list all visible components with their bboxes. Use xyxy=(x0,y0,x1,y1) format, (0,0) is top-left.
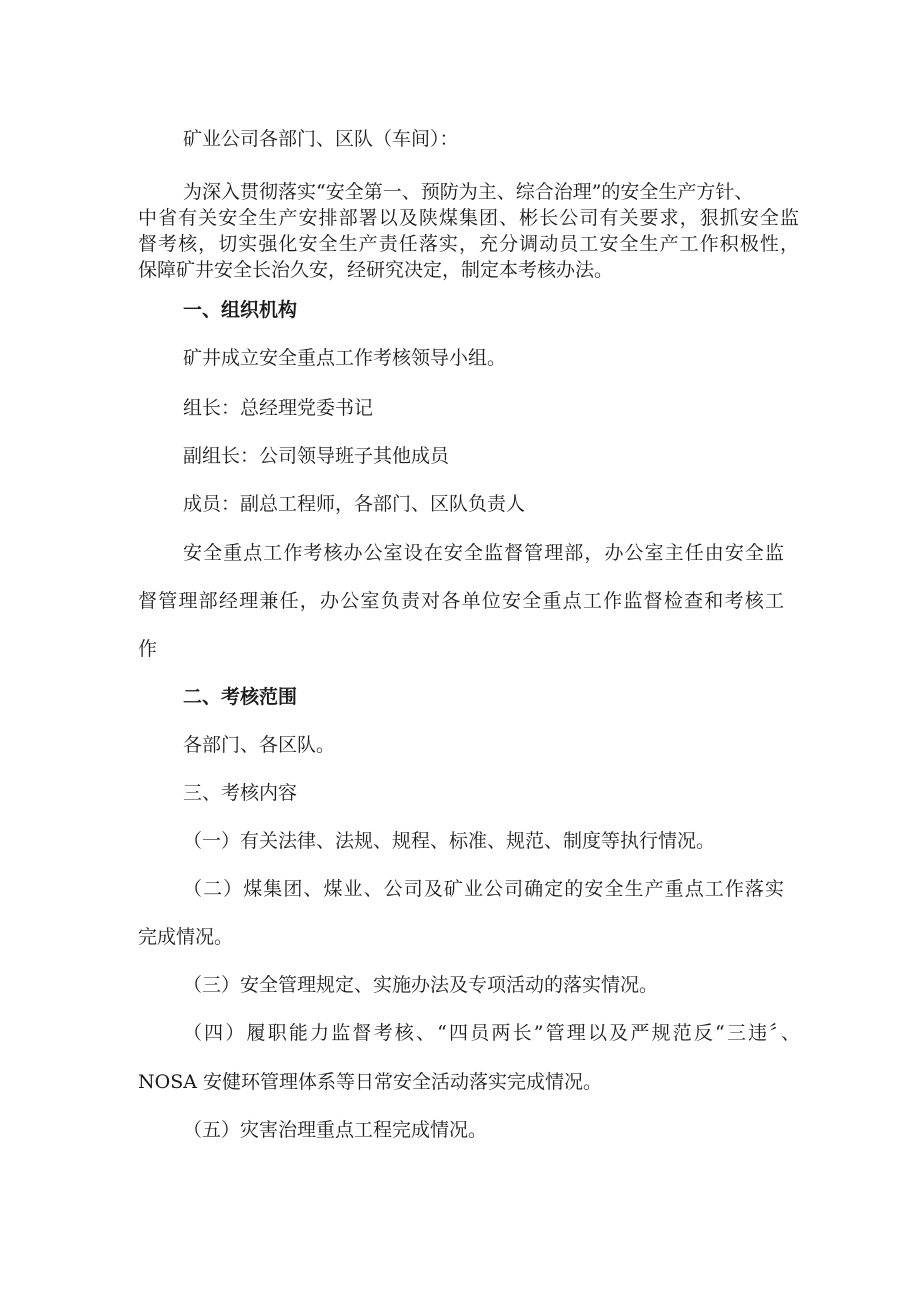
office-line-1: 安全重点工作考核办公室设在安全监督管理部，办公室主任由安全监 xyxy=(183,542,784,564)
intro-line-4: 保障矿井安全长治久安，经研究决定，制定本考核办法。 xyxy=(138,259,614,281)
section1-line-2: 组长：总经理党委书记 xyxy=(183,397,374,419)
section3-heading: 三、考核内容 xyxy=(183,782,298,804)
section3-item-5: （五）灾害治理重点工程完成情况。 xyxy=(183,1119,488,1141)
intro-line-2: 中省有关安全生产安排部署以及陕煤集团、彬长公司有关要求，狠抓安全监 xyxy=(138,207,799,229)
intro-line-3: 督考核，切实强化安全生产责任落实，充分调动员工安全生产工作积极性， xyxy=(138,233,799,255)
section1-line-4: 成员：副总工程师，各部门、区队负责人 xyxy=(183,493,526,515)
section1-heading: 一、组织机构 xyxy=(183,299,298,321)
section2-heading: 二、考核范围 xyxy=(183,686,298,708)
section3-item-1: （一）有关法律、法规、规程、标准、规范、制度等执行情况。 xyxy=(183,830,716,852)
section3-item-4-line-1: （四）履职能力监督考核、“四员两长”管理以及严规范反“三违〞、 xyxy=(183,1022,800,1044)
office-line-2: 督管理部经理兼任，办公室负责对各单位安全重点工作监督检查和考核工 xyxy=(138,590,784,612)
greeting-line: 矿业公司各部门、区队（车间）： xyxy=(183,128,459,150)
section3-item-2-line-2: 完成情况。 xyxy=(138,926,234,948)
section1-line-1: 矿井成立安全重点工作考核领导小组。 xyxy=(183,347,507,369)
section2-line-1: 各部门、各区队。 xyxy=(183,734,336,756)
section3-item-4-line-2: NOSA 安健环管理体系等日常安全活动落实完成情况。 xyxy=(138,1071,602,1093)
section3-item-2-line-1: （二）煤集团、煤业、公司及矿业公司确定的安全生产重点工作落实 xyxy=(183,878,784,900)
section1-line-3: 副组长：公司领导班子其他成员 xyxy=(183,445,450,467)
section3-item-3: （三）安全管理规定、实施办法及专项活动的落实情况。 xyxy=(183,974,659,996)
office-line-3: 作 xyxy=(138,638,158,660)
intro-line-1: 为深入贯彻落实“安全第一、预防为主、综合治理”的安全生产方针、 xyxy=(183,181,754,203)
